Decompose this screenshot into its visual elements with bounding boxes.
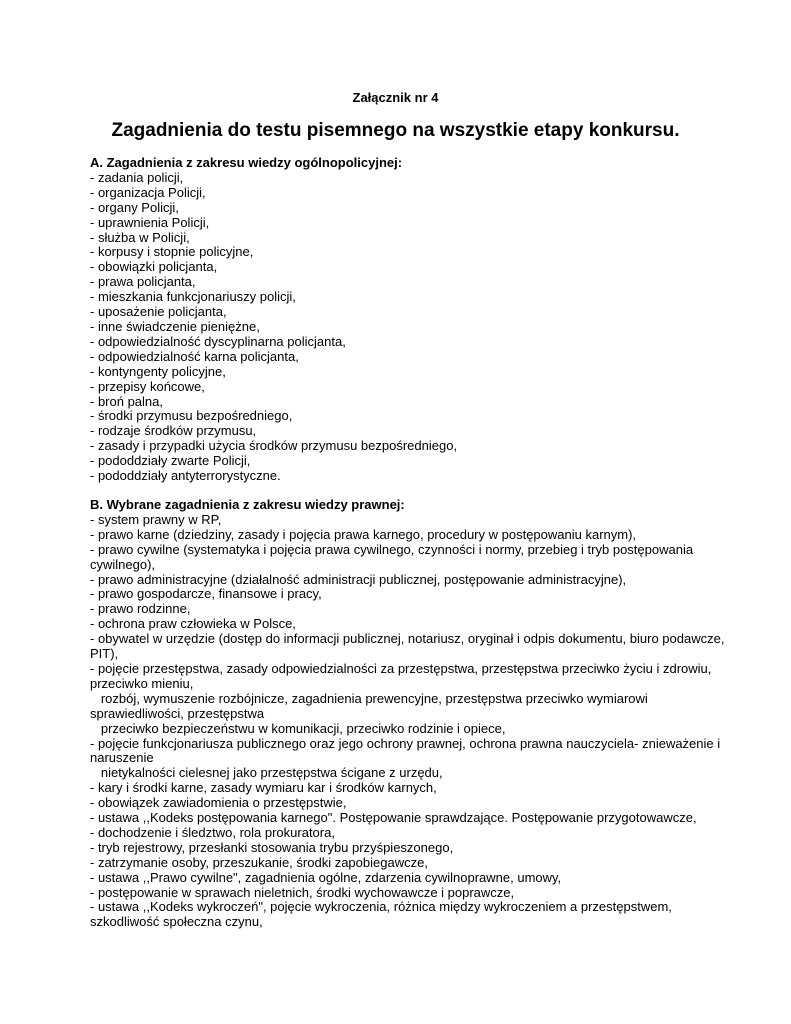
topic-list	[90, 171, 740, 484]
list-item: - pojęcie przestępstwa, zasady odpowiedzialności za przestępstwa, przestępstwa przeciwko życiu i zdrowiu, przeciwko mieniu,	[90, 660, 716, 691]
list-item: - uposażenie policjanta,	[90, 304, 227, 320]
list-item: - obowiązki policjanta,	[90, 259, 218, 275]
list-item: - pododdziały antyterrorystyczne.	[90, 468, 281, 484]
list-item: - kontyngenty policyjne,	[90, 363, 226, 379]
list-item: - korpusy i stopnie policyjne,	[90, 244, 254, 260]
list-item: - ustawa ,,Prawo cywilne", zagadnienia ogólne, zdarzenia cywilnoprawne, umowy,	[90, 869, 562, 885]
list-item: - dochodzenie i śledztwo, rola prokuratora,	[90, 824, 335, 840]
list-item: - postępowanie w sprawach nieletnich, środki wychowawcze i poprawcze,	[90, 884, 515, 900]
list-item: - zadania policji,	[90, 169, 184, 185]
list-item: - tryb rejestrowy, przesłanki stosowania trybu przyśpieszonego,	[90, 839, 454, 855]
topic-list	[90, 513, 740, 930]
list-item: - ustawa ,,Kodeks wykroczeń", pojęcie wykroczenia, różnica między wykroczeniem a przestępstwem, szkodliwość społeczna czynu,	[90, 899, 676, 930]
list-item: - środki przymusu bezpośredniego,	[90, 408, 293, 424]
section-heading: B. Wybrane zagadnienia z zakresu wiedzy prawnej:	[90, 497, 405, 512]
list-item: rozbój, wymuszenie rozbójnicze, zagadnienia prewencyjne, przestępstwa przeciwko wymiarowi sprawiedliwości, przestępstwa	[90, 690, 652, 721]
list-item: - pododdziały zwarte Policji,	[90, 453, 251, 469]
list-item: - rodzaje środków przymusu,	[90, 423, 257, 439]
section-legal-knowledge	[90, 498, 740, 930]
list-item: - służba w Policji,	[90, 229, 190, 245]
annex-label: Załącznik nr 4	[352, 90, 439, 105]
list-item: - broń palna,	[90, 393, 163, 409]
section-general-police-knowledge	[90, 156, 740, 484]
list-item: - organizacja Policji,	[90, 184, 206, 200]
list-item: - obywatel w urzędzie (dostęp do informacji publicznej, notariusz, oryginał i odpis dokumentu, biuro podawcze, PIT),	[90, 631, 729, 662]
list-item: - organy Policji,	[90, 199, 179, 215]
list-item: - zatrzymanie osoby, przeszukanie, środki zapobiegawcze,	[90, 854, 428, 870]
list-item: - prawa policjanta,	[90, 274, 196, 290]
document-title: Zagadnienia do testu pisemnego na wszystkie etapy konkursu.	[111, 120, 680, 141]
list-item: - ustawa ,,Kodeks postępowania karnego". Postępowanie sprawdzające. Postępowanie przygotowawcze,	[90, 810, 697, 826]
list-item: - mieszkania funkcjonariuszy policji,	[90, 289, 296, 305]
list-item: - prawo administracyjne (działalność administracji publicznej, postępowanie administracyjne),	[90, 571, 627, 587]
list-item: - prawo cywilne (systematyka i pojęcia prawa cywilnego, czynności i normy, przebieg i tryb postępowania cywilnego),	[90, 541, 697, 572]
list-item: - uprawnienia Policji,	[90, 214, 210, 230]
list-item: - obowiązek zawiadomienia o przestępstwie,	[90, 795, 347, 811]
list-item: - prawo gospodarcze, finansowe i pracy,	[90, 586, 322, 602]
list-item: przeciwko bezpieczeństwu w komunikacji, przeciwko rodzinie i opiece,	[90, 720, 506, 736]
list-item: - inne świadczenie pieniężne,	[90, 318, 260, 334]
list-item: - prawo rodzinne,	[90, 601, 191, 617]
list-item: - odpowiedzialność dyscyplinarna policjanta,	[90, 333, 346, 349]
list-item: - kary i środki karne, zasady wymiaru kar i środków karnych,	[90, 780, 437, 796]
list-item: - pojęcie funkcjonariusza publicznego oraz jego ochrony prawnej, ochrona prawna nauczyciela- znieważenie i naruszenie	[90, 735, 724, 766]
list-item: - zasady i przypadki użycia środków przymusu bezpośredniego,	[90, 438, 458, 454]
list-item: - ochrona praw człowieka w Polsce,	[90, 616, 296, 632]
list-item: nietykalności cielesnej jako przestępstwa ścigane z urzędu,	[90, 765, 443, 781]
list-item: - system prawny w RP,	[90, 511, 222, 527]
section-heading: A. Zagadnienia z zakresu wiedzy ogólnopolicyjnej:	[90, 155, 403, 170]
list-item: - odpowiedzialność karna policjanta,	[90, 348, 299, 364]
list-item: - przepisy końcowe,	[90, 378, 205, 394]
list-item: - prawo karne (dziedziny, zasady i pojęcia prawa karnego, procedury w postępowaniu karnym),	[90, 526, 637, 542]
